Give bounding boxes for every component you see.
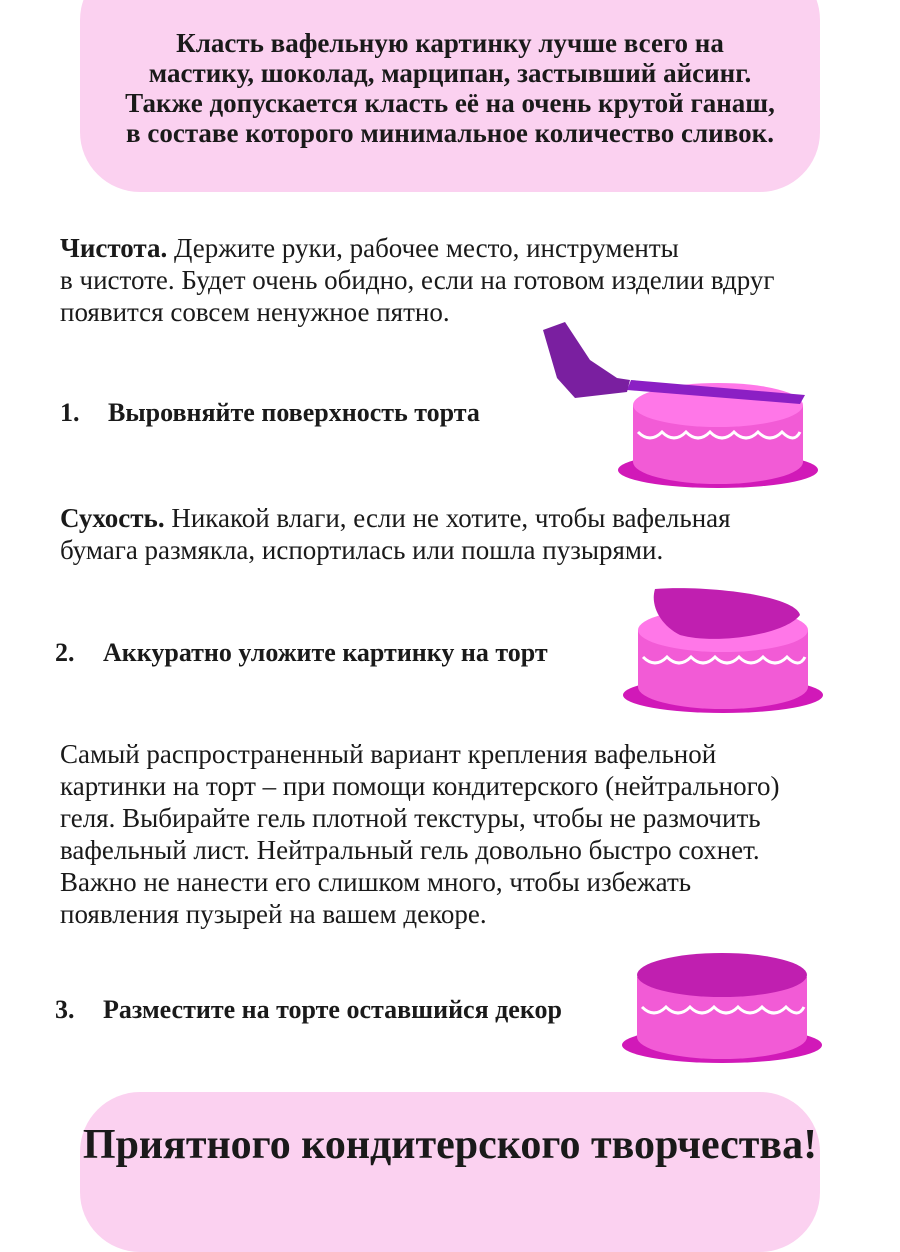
intro-line: в составе которого минимальное количество сливок. <box>126 118 774 148</box>
gel-line: появления пузырей на вашем декоре. <box>60 899 487 929</box>
intro-text <box>80 28 820 148</box>
cake-leveling-icon <box>535 320 825 500</box>
cleanliness-text: Держите руки, рабочее место, инструменты <box>167 233 679 263</box>
closing-banner <box>80 1092 820 1252</box>
cleanliness-line: в чистоте. Будет очень обидно, если на готовом изделии вдруг <box>60 265 775 295</box>
intro-line: Класть вафельную картинку лучше всего на <box>176 28 724 58</box>
dryness-title: Сухость. <box>60 503 165 533</box>
cleanliness-line: появится совсем ненужное пятно. <box>60 297 450 327</box>
gel-line: вафельный лист. Нейтральный гель довольно быстро сохнет. <box>60 835 760 865</box>
gel-line: Самый распространенный вариант крепления вафельной <box>60 739 717 769</box>
step-label: Разместите на торте оставшийся декор <box>103 995 562 1024</box>
dryness-text: Никакой влаги, если не хотите, чтобы вафельная <box>164 503 731 533</box>
step-number: 2. <box>55 638 75 667</box>
dryness-paragraph <box>60 502 731 566</box>
step-3 <box>55 995 562 1025</box>
step-number: 1. <box>60 398 80 427</box>
gel-line: геля. Выбирайте гель плотной текстуры, чтобы не размочить <box>60 803 761 833</box>
dryness-line <box>60 502 731 534</box>
cleanliness-line <box>60 232 774 264</box>
cleanliness-paragraph <box>60 232 774 328</box>
dryness-line: бумага размякла, испортилась или пошла пузырями. <box>60 535 664 565</box>
step-number: 3. <box>55 995 75 1024</box>
step-label: Выровняйте поверхность торта <box>108 398 480 427</box>
cleanliness-title: Чистота. <box>60 233 168 263</box>
intro-line: мастику, шоколад, марципан, застывший айсинг. <box>148 58 752 88</box>
gel-line: картинки на торт – при помощи кондитерского (нейтрального) <box>60 771 780 801</box>
gel-line: Важно не нанести его слишком много, чтобы избежать <box>60 867 692 897</box>
step-2 <box>55 638 548 668</box>
closing-text: Приятного кондитерского творчества! <box>82 1122 818 1168</box>
gel-paragraph <box>60 738 779 930</box>
step-1 <box>60 398 480 428</box>
step-label: Аккуратно уложите картинку на торт <box>103 638 548 667</box>
intro-line: Также допускается класть её на очень крутой ганаш, <box>125 88 775 118</box>
cake-wafer-icon <box>615 585 835 720</box>
cake-decor-icon <box>612 945 832 1070</box>
